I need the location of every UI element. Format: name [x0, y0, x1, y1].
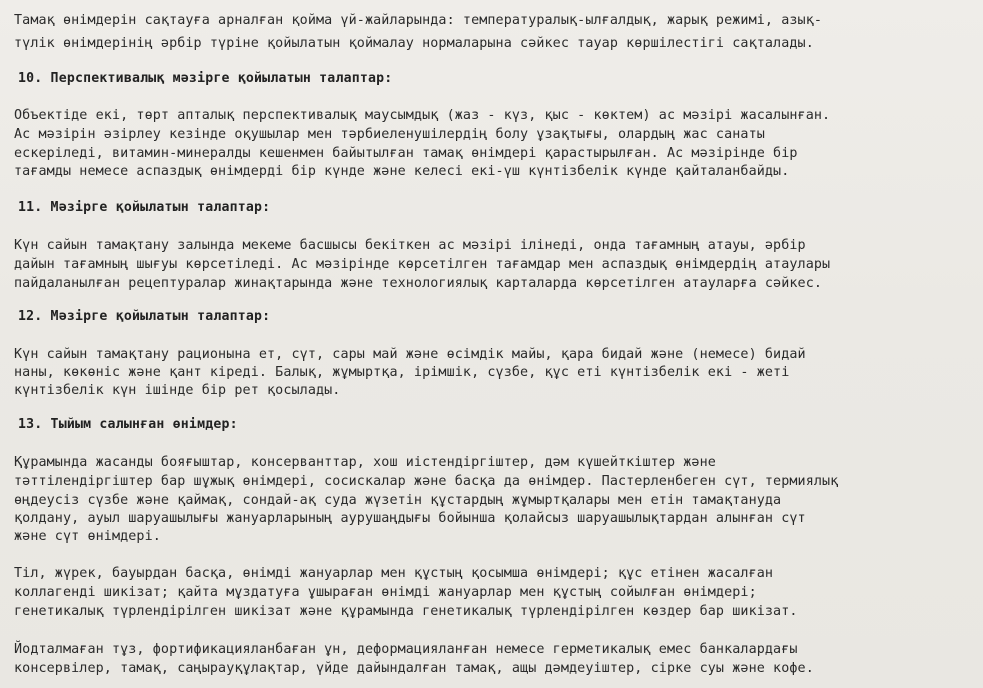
paragraph-line: Йодталмаған тұз, фортификацияланбаған ұн, деформацияланған немесе герметикалық емес банкалардағы: [14, 642, 798, 657]
intro-line: Тамақ өнімдерін сақтауға арналған қойма үй-жайларында: температуралық-ылғалдық, жарық режимі, азық-: [14, 13, 823, 28]
paragraph-line: Тіл, жүрек, бауырдан басқа, өнімді жануарлар мен құстың қосымша өнімдері; құс етінен жасалған: [14, 566, 774, 581]
paragraph-line: Объектіде екі, төрт апталық перспективалық маусымдық (жаз - күз, қыс - көктем) ас мәзірі жасалынған.: [14, 108, 831, 123]
paragraph-line: күнтізбелік күн ішінде бір рет қосылады.: [14, 383, 341, 398]
paragraph-line: коллагенді шикізат; қайта мұздатуға ұшыраған өнімді жануарлар мен құстың сойылған өнімдері;: [14, 585, 757, 600]
paragraph-line: пайдаланылған рецептуралар жинақтарында және технологиялық карталарда көрсетілген атауларға сәйкес.: [14, 276, 823, 291]
paragraph-line: тәттілендіргіштер бар шұжық өнімдері, сосискалар және басқа да өнімдер. Пастерленбеген сүт, термиялық: [14, 474, 839, 489]
paragraph-line: және сүт өнімдері.: [14, 529, 161, 544]
paragraph-line: Құрамында жасанды бояғыштар, консерванттар, хош иістендіргіштер, дәм күшейткіштер және: [14, 455, 716, 470]
paragraph-line: өңдеусіз сүзбе және қаймақ, сондай-ақ суда жүзетін құстардың жұмыртқалары мен етін тамақтануда: [14, 493, 782, 508]
paragraph-line: дайын тағамның шығуы көрсетіледі. Ас мәзірінде көрсетілген тағамдар мен аспаздық өнімдердің атаулары: [14, 257, 831, 272]
section-heading: 11. Мәзірге қойылатын талаптар:: [18, 200, 271, 215]
paragraph-line: Күн сайын тамақтану рационына ет, сүт, сары май және өсімдік майы, қара бидай және (немесе) бидай: [14, 347, 806, 362]
paragraph-line: қолдану, ауыл шаруашылығы жануарларының аурушаңдығы бойынша қолайсыз шаруашылықтардан алынған сүт: [14, 511, 806, 526]
paragraph-line: Күн сайын тамақтану залында мекеме басшысы бекіткен ас мәзірі ілінеді, онда тағамның атауы, әрбір: [14, 238, 806, 253]
intro-line: түлік өнімдерінің әрбір түріне қойылатын қоймалау нормаларына сәйкес тауар көршілестігі сақталады.: [14, 36, 814, 51]
paragraph-line: консервілер, тамақ, саңырауқұлақтар, үйде дайындалған тамақ, ащы дәмдеуіштер, сірке суы және кофе.: [14, 661, 814, 676]
section-heading: 13. Тыйым салынған өнімдер:: [18, 417, 238, 432]
paragraph-line: ескеріледі, витамин-минералды кешенмен байытылған тамақ өнімдері қарастырылған. Ас мәзірінде бір: [14, 146, 798, 161]
section-heading: 10. Перспективалық мәзірге қойылатын талаптар:: [18, 71, 393, 86]
paragraph-line: Ас мәзірін әзірлеу кезінде оқушылар мен тәрбиеленушілердің болу ұзақтығы, олардың жас санаты: [14, 127, 765, 142]
paragraph-line: наны, көкөніс және қант кіреді. Балық, жұмыртқа, ірімшік, сүзбе, құс еті күнтізбелік екі - жеті: [14, 365, 790, 380]
section-heading: 12. Мәзірге қойылатын талаптар:: [18, 309, 271, 324]
paragraph-line: тағамды немесе аспаздық өнімдерді бір күнде және келесі екі-үш күнтізбелік күнде қайталанбайды.: [14, 164, 790, 179]
paragraph-line: генетикалық түрлендірілген шикізат және құрамында генетикалық түрлендірілген көздер бар шикізат.: [14, 604, 798, 619]
